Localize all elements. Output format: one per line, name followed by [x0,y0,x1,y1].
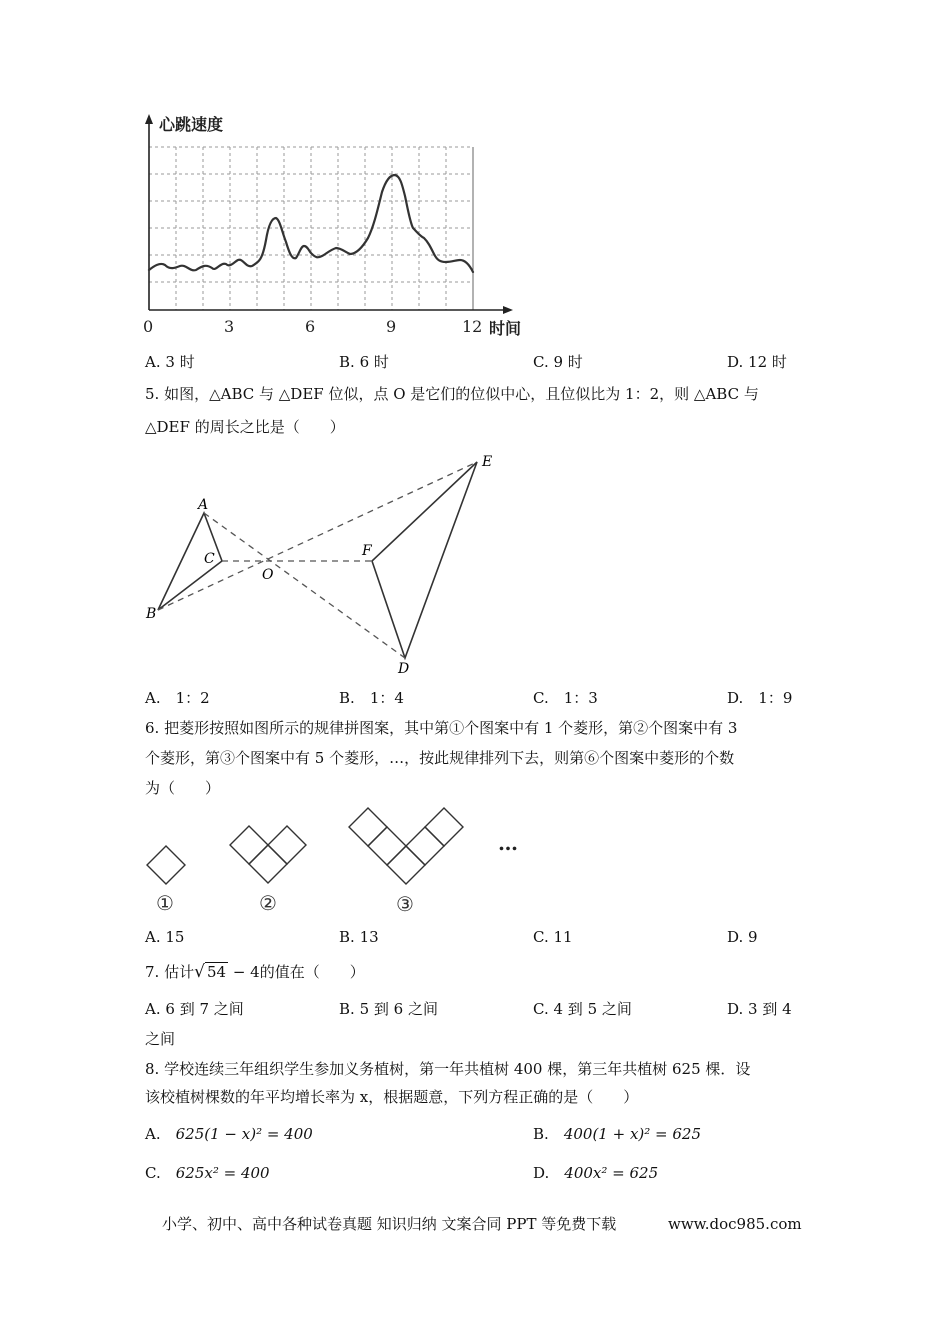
label-f: F [362,543,372,559]
q7-stem [145,962,365,982]
q5-option-b[interactable]: B. 1：4 [339,689,404,707]
label-e: E [482,454,493,470]
x-tick-9: 9 [386,317,397,336]
pattern2-rhombus-bottom [249,845,287,883]
q6-stem-line2: 个菱形，第③个图案中有 5 个菱形，…，按此规律排列下去，则第⑥个图案中菱形的个数 [145,749,735,767]
q7-radicand: 54 [206,963,227,981]
pattern-label-1: ① [156,891,174,915]
triangle-def [372,462,477,658]
q6-option-c[interactable]: C. 11 [533,928,573,946]
x-tick-0: 0 [143,317,154,336]
label-o: O [262,567,274,583]
x-axis-label: 时间 [489,319,522,338]
pattern1-rhombus [147,846,185,884]
sqrt-sign: √ [194,962,205,982]
q8-option-b[interactable]: B. 400(1 + x)² = 625 [533,1125,702,1143]
q6-stem-line1: 6. 把菱形按照如图所示的规律拼图案，其中第①个图案中有 1 个菱形，第②个图案中有 3 [145,719,738,737]
pattern-label-3: ③ [396,892,414,916]
x-tick-6: 6 [305,317,316,336]
pattern2-rhombus-left [230,826,268,864]
q6-stem-line3: 为（ ） [145,779,221,797]
q7-option-a[interactable]: A. 6 到 7 之间 [145,1000,244,1018]
ellipsis: … [498,831,518,855]
q6-option-a[interactable]: A. 15 [145,928,185,946]
pattern3-rhombus-4 [406,827,444,865]
q7-option-d-wrap: 之间 [145,1030,176,1048]
line-be [158,462,477,610]
q8-stem-line2: 该校植树棵数的年平均增长率为 x，根据题意，下列方程正确的是（ ） [145,1088,639,1106]
q4-option-b[interactable]: B. 6 时 [339,353,389,371]
pattern-label-2: ② [259,891,277,915]
q7-prefix: 7. 估计 [145,963,195,981]
q8-option-c[interactable]: C. 625x² = 400 [145,1164,270,1182]
rhombus-patterns [140,805,530,920]
q6-option-d[interactable]: D. 9 [727,928,758,946]
q8-option-a[interactable]: A. 625(1 − x)² = 400 [145,1125,313,1143]
q4-option-d[interactable]: D. 12 时 [727,353,787,371]
q8-option-d[interactable]: D. 400x² = 625 [533,1164,659,1182]
footer-url[interactable]: www.doc985.com [668,1215,802,1233]
q7-option-b[interactable]: B. 5 到 6 之间 [339,1000,438,1018]
pattern2-rhombus-right [268,826,306,864]
q5-stem-line2: △DEF 的周长之比是（ ） [145,418,345,436]
y-axis-arrow [145,114,153,124]
label-c: C [204,551,215,567]
pattern3-rhombus-2 [368,827,406,865]
q7-option-d[interactable]: D. 3 到 4 [727,1000,792,1018]
q7-option-c[interactable]: C. 4 到 5 之间 [533,1000,632,1018]
q7-expr-tail: − 4 [232,963,260,981]
y-axis-label: 心跳速度 [159,115,224,134]
footer-text: 小学、初中、高中各种试卷真题 知识归纳 文案合同 PPT 等免费下载 [162,1215,617,1233]
homothety-figure [140,450,510,680]
q4-option-a[interactable]: A. 3 时 [145,353,195,371]
pattern3-rhombus-1 [349,808,387,846]
label-a: A [198,497,209,513]
q5-option-a[interactable]: A. 1：2 [145,689,210,707]
x-axis-arrow [503,306,513,314]
heart-rate-chart [130,108,550,340]
x-tick-3: 3 [224,317,235,336]
label-b: B [146,606,157,622]
q6-option-b[interactable]: B. 13 [339,928,379,946]
pattern3-rhombus-3 [387,846,425,884]
q4-option-c[interactable]: C. 9 时 [533,353,583,371]
label-d: D [398,661,410,677]
q7-suffix: 的值在（ ） [259,963,365,981]
x-tick-12: 12 [462,317,483,336]
q5-stem-line1: 5. 如图，△ABC 与 △DEF 位似，点 O 是它们的位似中心，且位似比为 1：2，则 △ABC 与 [145,385,759,403]
q5-option-d[interactable]: D. 1：9 [727,689,793,707]
q5-option-c[interactable]: C. 1：3 [533,689,598,707]
q8-stem-line1: 8. 学校连续三年组织学生参加义务植树，第一年共植树 400 棵，第三年共植树 625 棵．设 [145,1060,751,1078]
pattern3-rhombus-5 [425,808,463,846]
line-ad [204,513,405,658]
chart-grid [149,147,473,310]
